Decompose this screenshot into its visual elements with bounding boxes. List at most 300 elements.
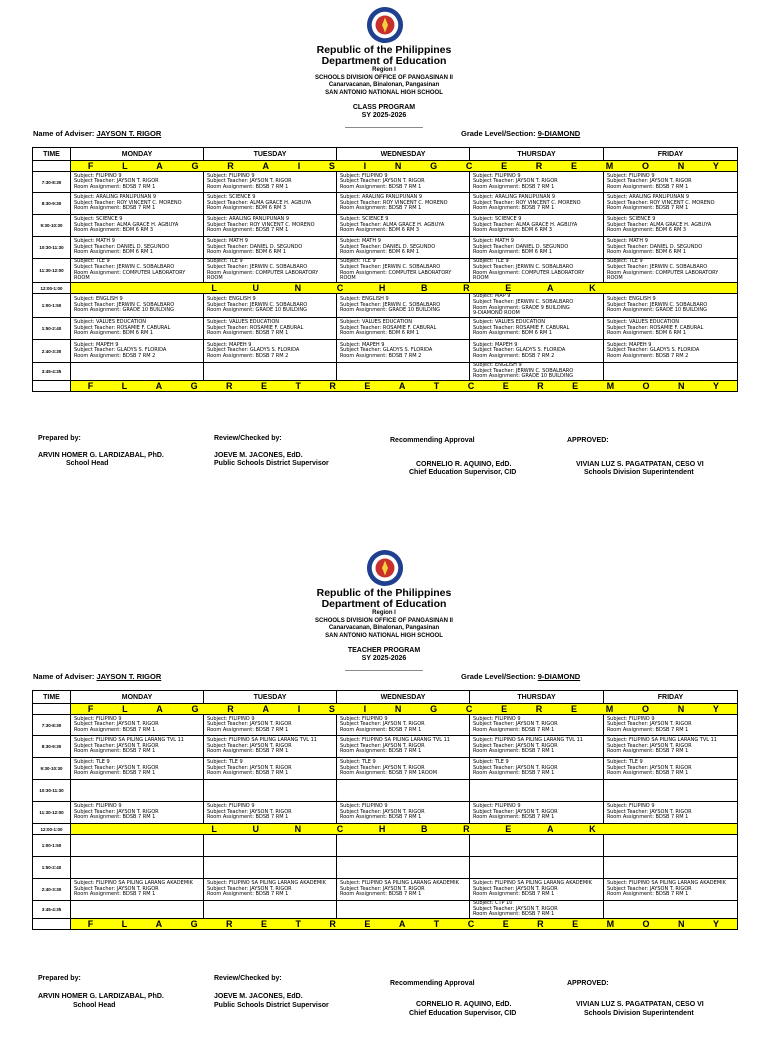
time-cell: 1:50-2:40 <box>33 857 71 879</box>
cell-text: Subject: TLE 9 Subject Teacher: JERWIN C. SOBALBARO Room Assignment: COMPUTER LABORATORY ROOM <box>207 258 319 282</box>
banner-letter: U <box>252 824 260 834</box>
banner-letter: N <box>678 919 686 929</box>
schedule-cell <box>204 857 337 879</box>
banner-letter: T <box>295 919 302 929</box>
recommend-title: Chief Education Supervisor, CID <box>409 469 517 476</box>
schedule-cell <box>71 802 204 824</box>
column-header: TIME <box>33 691 71 704</box>
banner-letter: H <box>378 824 387 834</box>
section-line <box>461 129 580 138</box>
schedule-cell <box>604 237 738 259</box>
prepared-name: ARVIN HOMER G. LARDIZABAL, PhD. <box>38 452 164 459</box>
banner-letter: E <box>501 704 509 714</box>
cell-text: Subject: FILIPINO 9 Subject Teacher: JAYSON T. RIGOR Room Assignment: BDSB 7 RM 1 <box>607 715 692 733</box>
review-title: Public Schools District Supervisor <box>214 1002 329 1009</box>
schedule-cell <box>71 758 204 780</box>
column-header: FRIDAY <box>604 691 738 704</box>
school-year: SY 2025-2026 <box>361 655 407 662</box>
schedule-row <box>33 758 738 780</box>
column-header: TIME <box>33 148 71 161</box>
time-cell: 11:30-12:00 <box>33 802 71 824</box>
banner-letter: R <box>226 919 234 929</box>
schedule-cell <box>470 294 604 318</box>
cell-text: Subject: TLE 9 Subject Teacher: JERWIN C. SOBALBARO Room Assignment: COMPUTER LABORATORY ROOM <box>74 258 186 282</box>
banner-letter: A <box>156 161 164 171</box>
banner-letter: L <box>122 161 129 171</box>
schedule-cell <box>71 857 204 879</box>
banner-letter: E <box>364 381 372 391</box>
banner-letter: O <box>641 161 650 171</box>
cell-text: Subject: ARALING PANLIPUNAN 9 Subject Teacher: ROY VINCENT C. MORENO Room Assignment: BDSB 7 RM 1 <box>607 194 715 212</box>
schedule-cell <box>337 879 470 901</box>
schedule-cell <box>604 172 738 193</box>
schedule-cell <box>337 736 470 758</box>
cell-text: Subject: ARALING PANLIPUNAN 9 Subject Teacher: ROY VINCENT C. MORENO Room Assignment: BDSB 7 RM 1 <box>473 194 581 212</box>
schedule-cell <box>71 901 204 919</box>
region-line: Region I <box>372 610 396 616</box>
schedule-cell <box>470 879 604 901</box>
flag-raising-banner <box>71 161 738 172</box>
republic-heading: Republic of the Philippines <box>316 44 452 56</box>
cell-text: Subject: VALUES EDUCATION Subject Teacher: ROSAMIE F. CABURAL Room Assignment: BDM 6 RM 1 <box>74 319 171 337</box>
column-header: TUESDAY <box>204 691 337 704</box>
schedule-cell <box>204 215 337 237</box>
cell-text: Subject: FILIPINO 9 Subject Teacher: JAYSON T. RIGOR Room Assignment: BDSB 7 RM 1 <box>74 172 159 190</box>
banner-letter: G <box>190 381 199 391</box>
prepared-name: ARVIN HOMER G. LARDIZABAL, PhD. <box>38 993 164 1000</box>
banner-letter: H <box>378 283 387 293</box>
time-cell: 1:00-1:50 <box>33 294 71 318</box>
banner-letter: T <box>433 919 441 929</box>
schedule-cell <box>204 237 337 259</box>
cell-text: Subject: FILIPINO SA PILING LARANG AKADEMIK Subject Teacher: JAYSON T. RIGOR Room Assignment: BDSB 7 RM 1 <box>473 880 592 898</box>
schedule-cell <box>337 259 470 283</box>
cell-text: Subject: FILIPINO 9 Subject Teacher: JAYSON T. RIGOR Room Assignment: BDSB 7 RM 1 <box>207 803 292 821</box>
banner-letter: F <box>87 161 95 171</box>
banner-letter: R <box>537 381 545 391</box>
schedule-cell <box>470 780 604 802</box>
cell-text: Subject: FILIPINO SA PILING LARANG AKADEMIK Subject Teacher: JAYSON T. RIGOR Room Assignment: BDSB 7 RM 1 <box>607 880 726 898</box>
cell-text: Subject: FILIPINO 9 Subject Teacher: JAYSON T. RIGOR Room Assignment: BDSB 7 RM 1 <box>473 803 558 821</box>
column-header: TUESDAY <box>204 148 337 161</box>
adviser-name: JAYSON T. RIGOR <box>96 672 162 681</box>
banner-letter: S <box>328 161 336 171</box>
schedule-cell <box>337 780 470 802</box>
schedule-cell <box>204 780 337 802</box>
schedule-cell <box>337 172 470 193</box>
cell-text: Subject: ARALING PANLIPUNAN 9 Subject Teacher: ROY VINCENT C. MORENO Room Assignment: BDSB 7 RM 1 <box>74 194 182 212</box>
schedule-cell <box>470 193 604 215</box>
column-header: MONDAY <box>71 148 204 161</box>
office-block <box>0 610 768 640</box>
schedule-cell <box>204 294 337 318</box>
schedule-cell <box>604 736 738 758</box>
schedule-cell <box>337 340 470 363</box>
cell-text: Subject: ARALING PANLIPUNAN 9 Subject Teacher: ROY VINCENT C. MORENO Room Assignment: BDSB 7 RM 1 <box>340 194 448 212</box>
cell-text: Subject: VALUES EDUCATION Subject Teacher: ROSAMIE F. CABURAL Room Assignment: BDM 6 RM 1 <box>473 319 570 337</box>
banner-letter: T <box>295 381 302 391</box>
cell-text: Subject: FILIPINO SA PILING LARANG TVL 11 Subject Teacher: JAYSON T. RIGOR Room Assignment: BDSB 7 RM 1 <box>74 737 184 755</box>
banner-letter: N <box>294 283 303 293</box>
banner-letter: N <box>677 161 686 171</box>
address-line: Canarvacanan, Binalonan, Pangasinan <box>328 82 440 89</box>
schedule-cell <box>71 340 204 363</box>
review-title: Public Schools District Supervisor <box>214 460 329 467</box>
banner-letters <box>74 283 734 293</box>
schedule-cell <box>71 193 204 215</box>
schedule-cell <box>337 901 470 919</box>
banner-letters <box>74 381 734 391</box>
banner-letter: O <box>642 381 651 391</box>
lunch-banner <box>71 283 738 294</box>
cell-text: Subject: SCIENCE 9 Subject Teacher: ALMA GRACE H. AGBUYA Room Assignment: BDM 6 RM 3 <box>74 216 179 234</box>
school-line: SAN ANTONIO NATIONAL HIGH SCHOOL <box>325 632 443 639</box>
banner-letter: R <box>329 381 337 391</box>
banner-letter: G <box>191 704 200 714</box>
cell-text: Subject: MAPEH 9 Subject Teacher: GLADYS S. FLORIDA Room Assignment: BDSB 7 RM 2 <box>207 341 300 359</box>
schedule-cell <box>204 363 337 381</box>
banner-letter: F <box>87 704 95 714</box>
section-value: 9-DIAMOND <box>537 129 581 138</box>
division-line: SCHOOLS DIVISION OFFICE OF PANGASINAN II <box>315 617 453 624</box>
schedule-row <box>33 193 738 215</box>
schedule-cell <box>204 715 337 736</box>
time-cell: 9:30-10:30 <box>33 758 71 780</box>
schedule-row <box>33 780 738 802</box>
schedule-cell <box>204 758 337 780</box>
prepared-title: School Head <box>66 460 109 467</box>
flag-retreat-banner <box>71 919 738 930</box>
schedule-cell <box>337 193 470 215</box>
banner-letter: F <box>87 919 95 929</box>
republic-heading: Republic of the Philippines <box>316 587 452 599</box>
banner-letter: U <box>252 283 260 293</box>
cell-text: Subject: VALUES EDUCATION Subject Teacher: ROSAMIE F. CABURAL Room Assignment: BDM 6 RM 1 <box>340 319 437 337</box>
banner-letter: M <box>606 381 616 391</box>
cell-text: Subject: FILIPINO 9 Subject Teacher: JAYSON T. RIGOR Room Assignment: BDSB 7 RM 1 <box>607 803 692 821</box>
schedule-cell <box>337 215 470 237</box>
banner-letter: E <box>502 919 510 929</box>
office-block <box>0 67 768 97</box>
schedule-row <box>33 736 738 758</box>
banner-letter: A <box>262 161 270 171</box>
banner-letter: G <box>430 704 439 714</box>
cell-text: Subject: FILIPINO 9 Subject Teacher: JAYSON T. RIGOR Room Assignment: BDSB 7 RM 1 <box>473 172 558 190</box>
schedule-row <box>33 215 738 237</box>
banner-letter: R <box>227 704 235 714</box>
cell-text: Subject: ENGLISH 9 Subject Teacher: JERWIN C. SOBALBARO Room Assignment: GRADE 10 BUILDING <box>207 296 308 314</box>
banner-letter: E <box>364 919 372 929</box>
banner-letter: A <box>155 381 164 391</box>
adviser-label: Name of Adviser: <box>33 129 95 138</box>
schedule-cell <box>337 294 470 318</box>
schedule-cell <box>470 835 604 857</box>
time-cell: 8:30-9:30 <box>33 736 71 758</box>
approved-label: APPROVED: <box>567 437 609 444</box>
schedule-cell <box>604 715 738 736</box>
banner-letter: R <box>329 919 337 929</box>
banner-letter: F <box>87 381 95 391</box>
column-header: THURSDAY <box>470 691 604 704</box>
class-program-document <box>0 0 768 512</box>
program-title-block <box>0 104 768 120</box>
approved-name: VIVIAN LUZ S. PAGATPATAN, CESO VI <box>576 1001 704 1008</box>
recommend-label: Recommending Approval <box>390 437 475 444</box>
banner-letter: A <box>546 824 555 834</box>
banner-letters <box>74 161 734 171</box>
cell-text: Subject: FILIPINO 9 Subject Teacher: JAYSON T. RIGOR Room Assignment: BDSB 7 RM 1 <box>607 172 692 190</box>
banner-letter: I <box>363 161 368 171</box>
teacher-program-document <box>0 543 768 1055</box>
schedule-cell <box>71 215 204 237</box>
review-label: Review/Checked by: <box>214 435 282 442</box>
banner-row <box>33 919 738 930</box>
section-value: 9-DIAMOND <box>537 672 581 681</box>
schedule-cell <box>204 259 337 283</box>
schedule-cell <box>337 802 470 824</box>
banner-letter: R <box>463 824 471 834</box>
banner-letter: A <box>398 381 407 391</box>
schedule-cell <box>470 758 604 780</box>
cell-text: Subject: MAPEH 9 Subject Teacher: GLADYS S. FLORIDA Room Assignment: BDSB 7 RM 2 <box>74 341 167 359</box>
schedule-cell <box>71 237 204 259</box>
time-cell: 8:30-9:30 <box>33 193 71 215</box>
time-cell: 7:30-8:30 <box>33 172 71 193</box>
schedule-row <box>33 294 738 318</box>
lunch-row <box>33 283 738 294</box>
schedule-cell <box>337 318 470 340</box>
schedule-row <box>33 715 738 736</box>
banner-letter: A <box>546 283 555 293</box>
banner-letter: L <box>211 824 218 834</box>
prepared-title: School Head <box>73 1002 116 1009</box>
banner-letter: M <box>605 704 615 714</box>
banner-letter: N <box>294 824 303 834</box>
banner-letter: T <box>433 381 441 391</box>
banner-letter: Y <box>712 381 720 391</box>
schedule-cell <box>204 340 337 363</box>
banner-letter: M <box>606 919 616 929</box>
column-header: FRIDAY <box>604 148 738 161</box>
schedule-row <box>33 259 738 283</box>
flag-retreat-banner <box>71 381 738 392</box>
banner-letter: L <box>121 919 129 929</box>
schedule-row <box>33 172 738 193</box>
deped-seal-logo <box>366 549 404 587</box>
schedule-cell <box>204 835 337 857</box>
schedule-cell <box>204 879 337 901</box>
column-header: THURSDAY <box>470 148 604 161</box>
schedule-cell <box>204 736 337 758</box>
schedule-row <box>33 835 738 857</box>
lunch-time-cell: 12:00-1:00 <box>33 824 71 835</box>
time-cell: 2:40-3:30 <box>33 879 71 901</box>
approved-name: VIVIAN LUZ S. PAGATPATAN, CESO VI <box>576 461 704 468</box>
time-cell: 9:30-10:30 <box>33 215 71 237</box>
banner-time-cell <box>33 919 71 930</box>
schedule-cell <box>337 237 470 259</box>
recommend-title: Chief Education Supervisor, CID <box>409 1010 517 1017</box>
section-label: Grade Level/Section: <box>461 129 536 138</box>
adviser-line <box>33 129 161 138</box>
schedule-cell <box>204 901 337 919</box>
banner-letter: Y <box>712 161 720 171</box>
banner-letter: A <box>155 919 164 929</box>
banner-letter: Y <box>712 704 720 714</box>
cell-text: Subject: MATH 9 Subject Teacher: DANIEL D. SEGUNDO Room Assignment: BDM 6 RM 1 <box>607 238 703 256</box>
schedule-cell <box>604 901 738 919</box>
schedule-table <box>32 690 738 930</box>
schedule-cell <box>470 259 604 283</box>
adviser-name: JAYSON T. RIGOR <box>96 129 162 138</box>
banner-letter: I <box>297 704 302 714</box>
cell-text: Subject: FILIPINO 9 Subject Teacher: JAYSON T. RIGOR Room Assignment: BDSB 7 RM 1 <box>340 803 425 821</box>
banner-letter: N <box>394 161 403 171</box>
schedule-cell <box>470 715 604 736</box>
cell-text: Subject: MAPEH 9 Subject Teacher: GLADYS S. FLORIDA Room Assignment: BDSB 7 RM 2 <box>607 341 700 359</box>
schedule-row <box>33 802 738 824</box>
cell-text: Subject: CTP 10 Subject Teacher: JAYSON T. RIGOR Room Assignment: BDSB 7 RM 1 <box>473 900 558 918</box>
schedule-cell <box>337 363 470 381</box>
schedule-cell <box>71 318 204 340</box>
banner-time-cell <box>33 161 71 172</box>
approved-label: APPROVED: <box>567 980 609 987</box>
cell-text: Subject: FILIPINO 9 Subject Teacher: JAYSON T. RIGOR Room Assignment: BDSB 7 RM 1 <box>473 715 558 733</box>
banner-letter: E <box>505 283 513 293</box>
banner-letter: R <box>535 161 544 171</box>
cell-text: Subject: MATH 9 Subject Teacher: DANIEL D. SEGUNDO Room Assignment: BDM 6 RM 1 <box>340 238 436 256</box>
banner-letter: Y <box>712 919 720 929</box>
banner-letter: G <box>190 919 199 929</box>
schedule-cell <box>204 802 337 824</box>
lunch-row <box>33 824 738 835</box>
cell-text: Subject: TLE 9 Subject Teacher: JERWIN C. SOBALBARO Room Assignment: COMPUTER LABORATORY ROOM <box>340 258 452 282</box>
schedule-cell <box>71 736 204 758</box>
department-heading: Department of Education <box>321 55 447 67</box>
banner-letter: R <box>535 704 544 714</box>
cell-text: Subject: TLE 9 Subject Teacher: JERWIN C. SOBALBARO Room Assignment: COMPUTER LABORATORY ROOM <box>473 258 585 282</box>
address-line: Canarvacanan, Binalonan, Pangasinan <box>328 625 440 632</box>
banner-time-cell <box>33 704 71 715</box>
cell-text: Subject: FILIPINO SA PILING LARANG AKADEMIK Subject Teacher: JAYSON T. RIGOR Room Assignment: BDSB 7 RM 1 <box>340 880 459 898</box>
schedule-cell <box>470 857 604 879</box>
approved-title: Schools Division Superintendent <box>584 469 694 476</box>
cell-text: Subject: SCIENCE 9 Subject Teacher: ALMA GRACE H. AGBUYA Room Assignment: BDM 6 RM 3 <box>473 216 578 234</box>
section-line <box>461 672 580 681</box>
cell-text: Subject: FILIPINO SA PILING LARANG TVL 11 Subject Teacher: JAYSON T. RIGOR Room Assignment: BDSB 7 RM 1 <box>207 737 317 755</box>
banner-letter: R <box>537 919 545 929</box>
cell-text: Subject: FILIPINO SA PILING LARANG TVL 11 Subject Teacher: JAYSON T. RIGOR Room Assignment: BDSB 7 RM 1 <box>607 737 717 755</box>
banner-letter: L <box>211 283 218 293</box>
deped-seal-logo <box>366 6 404 44</box>
schedule-cell <box>470 363 604 381</box>
schedule-cell <box>204 172 337 193</box>
recommend-name: CORNELIO R. AQUINO, EdD. <box>416 461 512 468</box>
schedule-cell <box>604 802 738 824</box>
schedule-cell <box>71 715 204 736</box>
prepared-label: Prepared by: <box>38 975 81 982</box>
title-rule: ____________________ <box>345 664 423 671</box>
schedule-cell <box>470 736 604 758</box>
schedule-cell <box>604 340 738 363</box>
schedule-cell <box>604 318 738 340</box>
header-row <box>33 148 738 161</box>
banner-time-cell <box>33 381 71 392</box>
banner-letter: E <box>261 919 269 929</box>
cell-text: Subject: FILIPINO SA PILING LARANG TVL 11 Subject Teacher: JAYSON T. RIGOR Room Assignment: BDSB 7 RM 1 <box>340 737 450 755</box>
banner-letter: I <box>297 161 302 171</box>
flag-raising-banner <box>71 704 738 715</box>
adviser-line <box>33 672 161 681</box>
cell-text: Subject: FILIPINO 9 Subject Teacher: JAYSON T. RIGOR Room Assignment: BDSB 7 RM 1 <box>207 172 292 190</box>
schedule-cell <box>71 780 204 802</box>
schedule-cell <box>604 758 738 780</box>
schedule-cell <box>71 259 204 283</box>
cell-text: Subject: VALUES EDUCATION Subject Teacher: ROSAMIE F. CABURAL Room Assignment: BDSB 7 RM 1 <box>207 319 304 337</box>
banner-letter: L <box>121 381 129 391</box>
banner-letter: K <box>589 824 597 834</box>
schedule-cell <box>604 215 738 237</box>
cell-text: Subject: VALUES EDUCATION Subject Teacher: ROSAMIE F. CABURAL Room Assignment: BDM 6 RM 1 <box>607 319 704 337</box>
banner-letter: E <box>572 919 580 929</box>
division-line: SCHOOLS DIVISION OFFICE OF PANGASINAN II <box>315 74 453 81</box>
banner-row <box>33 704 738 715</box>
schedule-cell <box>71 879 204 901</box>
banner-letter: C <box>465 161 474 171</box>
cell-text: Subject: FILIPINO 9 Subject Teacher: JAYSON T. RIGOR Room Assignment: BDSB 7 RM 1 <box>340 172 425 190</box>
schedule-cell <box>204 193 337 215</box>
adviser-label: Name of Adviser: <box>33 672 95 681</box>
banner-letter: A <box>156 704 164 714</box>
banner-letter: E <box>572 381 580 391</box>
schedule-cell <box>470 215 604 237</box>
schedule-cell <box>337 715 470 736</box>
schedule-cell <box>71 835 204 857</box>
cell-text: Subject: FILIPINO 9 Subject Teacher: JAYSON T. RIGOR Room Assignment: BDSB 7 RM 1 <box>74 715 159 733</box>
banner-letter: O <box>641 704 650 714</box>
schedule-cell <box>470 237 604 259</box>
schedule-cell <box>71 363 204 381</box>
banner-letter: N <box>677 704 686 714</box>
school-line: SAN ANTONIO NATIONAL HIGH SCHOOL <box>325 89 443 96</box>
cell-text: Subject: TLE 9 Subject Teacher: JAYSON T. RIGOR Room Assignment: BDSB 7 RM 1 <box>473 759 558 777</box>
schedule-cell <box>470 802 604 824</box>
schedule-cell <box>204 318 337 340</box>
schedule-row <box>33 879 738 901</box>
time-cell: 2:40-3:30 <box>33 340 71 363</box>
cell-text: Subject: MAP 9 Subject Teacher: JERWIN C. SOBALBARO Room Assignment: GRADE 9 BUILDING 9-DIAMOND ROOM <box>473 293 574 317</box>
banner-letter: A <box>262 704 270 714</box>
time-cell: 10:30-11:30 <box>33 237 71 259</box>
cell-text: Subject: MATH 9 Subject Teacher: DANIEL D. SEGUNDO Room Assignment: BDM 6 RM 1 <box>207 238 303 256</box>
program-title: CLASS PROGRAM <box>352 104 416 111</box>
banner-letter: B <box>421 283 429 293</box>
cell-text: Subject: SCIENCE 9 Subject Teacher: ALMA GRACE H. AGBUYA Room Assignment: BDM 6 RM 3 <box>607 216 712 234</box>
review-name: JOEVE M. JACONES, EdD. <box>214 993 303 1000</box>
cell-text: Subject: TLE 9 Subject Teacher: JAYSON T. RIGOR Room Assignment: BDSB 7 RM 1 <box>607 759 692 777</box>
banner-letter: C <box>467 919 476 929</box>
time-cell: 3:45-4:35 <box>33 363 71 381</box>
cell-text: Subject: SCIENCE 9 Subject Teacher: ALMA GRACE H. AGBUYA Room Assignment: BDM 6 RM 3 <box>207 194 312 212</box>
cell-text: Subject: ENGLISH 9 Subject Teacher: JERWIN C. SOBALBARO Room Assignment: GRADE 10 BUILDING <box>74 296 175 314</box>
section-label: Grade Level/Section: <box>461 672 536 681</box>
column-header: MONDAY <box>71 691 204 704</box>
schedule-cell <box>337 857 470 879</box>
banner-letter: K <box>589 283 597 293</box>
schedule-row <box>33 237 738 259</box>
time-cell: 7:30-8:30 <box>33 715 71 736</box>
review-label: Review/Checked by: <box>214 975 282 982</box>
